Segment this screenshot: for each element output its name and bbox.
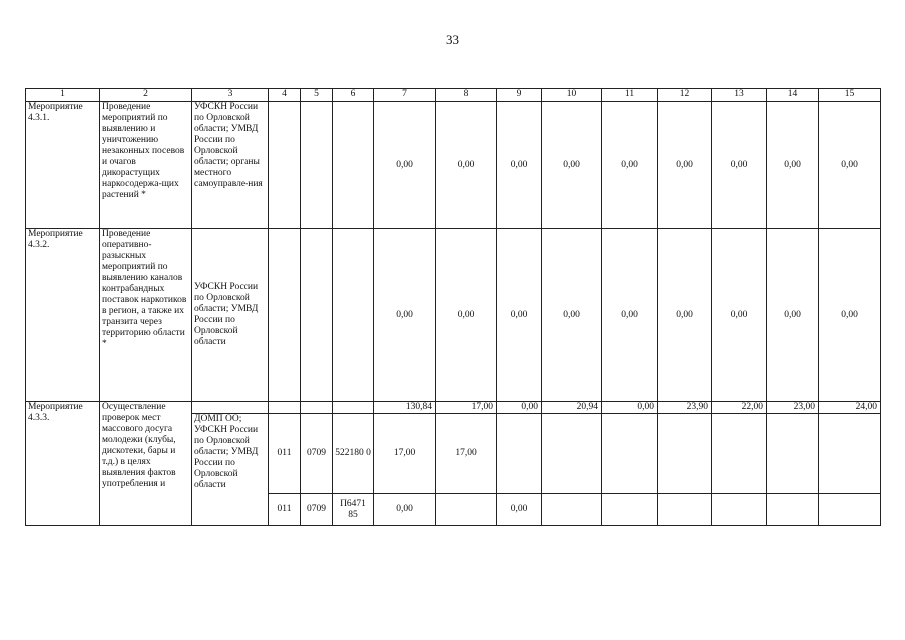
- measure-id: Мероприятие 4.3.2.: [26, 229, 100, 402]
- col-header: 1: [26, 89, 100, 102]
- value-cell: 17,00: [374, 414, 436, 494]
- value-cell: 0,00: [374, 494, 436, 526]
- page-number: 33: [446, 32, 459, 47]
- col-header: 10: [542, 89, 602, 102]
- value-cell: 0,00: [819, 102, 881, 229]
- col-header: 6: [333, 89, 374, 102]
- total-value: 17,00: [436, 402, 497, 414]
- value-cell: 0,00: [767, 229, 819, 402]
- target-code: 522180 0: [333, 414, 374, 494]
- col-header: 15: [819, 89, 881, 102]
- col-header: 5: [301, 89, 333, 102]
- header-row: [26, 89, 881, 102]
- value-cell: 0,00: [712, 229, 767, 402]
- total-value: 130,84: [374, 402, 436, 414]
- value-cell: 0,00: [712, 102, 767, 229]
- value-cell: 0,00: [436, 229, 497, 402]
- col-header: 2: [100, 89, 192, 102]
- col-header: 3: [192, 89, 269, 102]
- total-value: 20,94: [542, 402, 602, 414]
- measure-name: Осуществление проверок мест массового досуга молодежи (клубы, дискотеки, бары и т.д.) в целях выявления фактов употребления и: [100, 402, 192, 526]
- col-header: 12: [658, 89, 712, 102]
- total-value: 23,90: [658, 402, 712, 414]
- budget-code: 011: [269, 414, 301, 494]
- budget-code: 011: [269, 494, 301, 526]
- value-cell: 17,00: [436, 414, 497, 494]
- total-value: 0,00: [497, 402, 542, 414]
- value-cell: 0,00: [542, 102, 602, 229]
- measure-id: Мероприятие 4.3.1.: [26, 102, 100, 229]
- col-header: 11: [602, 89, 658, 102]
- target-code: П6471 85: [333, 494, 374, 526]
- value-cell: 0,00: [436, 102, 497, 229]
- value-cell: 0,00: [374, 229, 436, 402]
- total-value: 23,00: [767, 402, 819, 414]
- col-header: 8: [436, 89, 497, 102]
- col-header: 4: [269, 89, 301, 102]
- total-value: 24,00: [819, 402, 881, 414]
- total-value: 22,00: [712, 402, 767, 414]
- col-header: 13: [712, 89, 767, 102]
- col-header: 9: [497, 89, 542, 102]
- value-cell: 0,00: [658, 102, 712, 229]
- col-header: 14: [767, 89, 819, 102]
- measure-id: Мероприятие 4.3.3.: [26, 402, 100, 526]
- measure-executor: УФСКН России по Орловской области; УМВД России по Орловской области: [192, 229, 269, 402]
- value-cell: 0,00: [542, 229, 602, 402]
- budget-table: [25, 88, 881, 526]
- measure-name: Проведение оперативно-разыскных мероприятий по выявлению каналов контрабандных поставок наркотиков в регион, а также их транзита через территорию области *: [100, 229, 192, 402]
- measure-executor: ДОМП ОО; УФСКН России по Орловской области; УМВД России по Орловской области: [192, 414, 269, 526]
- table-row: [26, 102, 881, 229]
- value-cell: 0,00: [819, 229, 881, 402]
- measure-executor: УФСКН России по Орловской области; УМВД России по Орловской области; органы местного самоуправле-ния: [192, 102, 269, 229]
- section-code: 0709: [301, 414, 333, 494]
- value-cell: 0,00: [497, 494, 542, 526]
- value-cell: 0,00: [767, 102, 819, 229]
- table-row: [26, 229, 881, 402]
- section-code: 0709: [301, 494, 333, 526]
- table-row: [26, 402, 881, 414]
- value-cell: 0,00: [602, 102, 658, 229]
- total-value: 0,00: [602, 402, 658, 414]
- col-header: 7: [374, 89, 436, 102]
- value-cell: 0,00: [374, 102, 436, 229]
- value-cell: 0,00: [497, 229, 542, 402]
- value-cell: 0,00: [497, 102, 542, 229]
- value-cell: 0,00: [658, 229, 712, 402]
- value-cell: 0,00: [602, 229, 658, 402]
- measure-name: Проведение мероприятий по выявлению и уничтожению незаконных посевов и очагов дикорастущих наркосодержа-щих растений *: [100, 102, 192, 229]
